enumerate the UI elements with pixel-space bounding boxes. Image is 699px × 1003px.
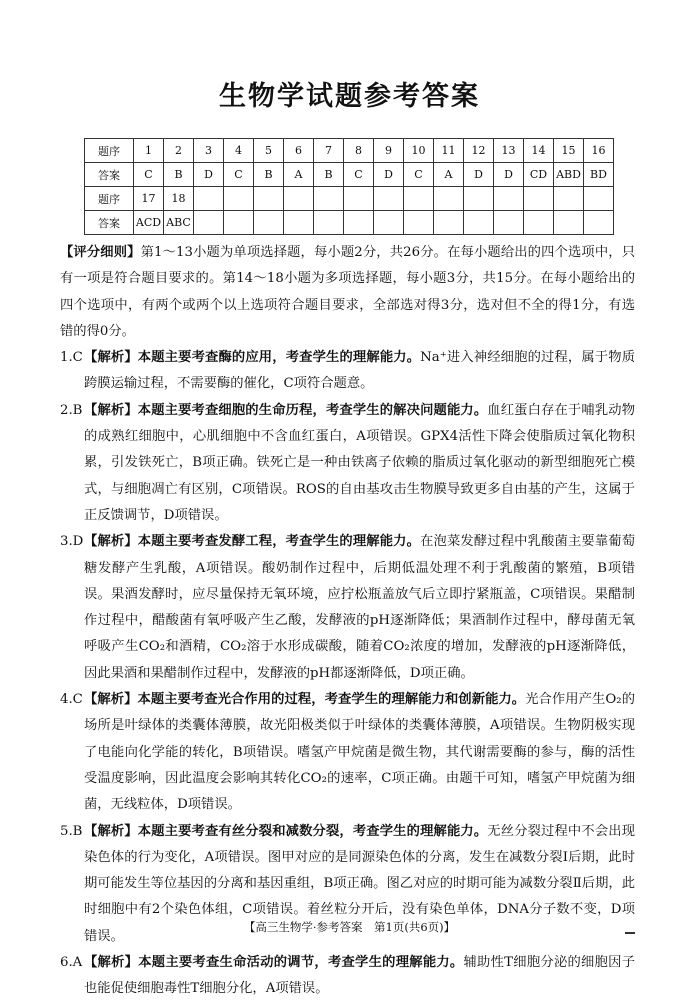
answer-item-text: 血红蛋白存在于哺乳动物的成熟红细胞中，心肌细胞中不含血红蛋白，A项错误。GPX4活性下降会使脂质过氧化物积累，引发铁死亡，B项正确。铁死亡是一种由铁离子依赖的脂质过氧化驱动的新型细胞死亡模式，与细胞凋亡有区别，C项错误。ROS的自由基攻击生物膜导致更多自由基的产生，这属于正反馈调节，D项错误。	[84, 402, 636, 523]
answer-table-cell: A	[434, 163, 464, 187]
answer-table-cell	[434, 211, 464, 235]
answer-table-cell	[344, 211, 374, 235]
answer-item-label: 【解析】本题主要考查光合作用的过程，考查学生的理解能力和创新能力。	[84, 692, 526, 708]
answer-table-cell	[554, 187, 584, 211]
answer-table-row-label: 题序	[85, 139, 134, 163]
answer-table-cell: 3	[194, 139, 224, 163]
answer-item-text: 无丝分裂过程中不会出现染色体的行为变化，A项错误。图甲对应的是同源染色体的分离，发生在减数分裂Ⅰ后期，此时期可能发生等位基因的分离和基因重组，B项正确。图乙对应的时期可能为减数分裂Ⅱ后期，此时细胞中有2个染色体组，C项错误。着丝粒分开后，没有染色单体，DNA分子数不变，D项错误。	[84, 823, 636, 944]
answer-item	[60, 529, 635, 687]
answer-table-cell	[254, 187, 284, 211]
page-footer: 【高三生物学·参考答案 第1页(共6页)】	[243, 920, 456, 934]
answer-table-cell	[314, 187, 344, 211]
answer-table-cell: 16	[584, 139, 614, 163]
answer-item-body	[84, 950, 635, 1003]
answer-table-cell	[224, 187, 254, 211]
answer-item	[60, 687, 635, 818]
answer-table-cell	[374, 187, 404, 211]
answer-table-cell: C	[344, 163, 374, 187]
answer-table-cell: A	[284, 163, 314, 187]
answer-table-cell: 5	[254, 139, 284, 163]
answer-table-cell: 2	[164, 139, 194, 163]
answer-table-cell: C	[224, 163, 254, 187]
answer-item-number: 4.C	[60, 692, 83, 708]
answer-table-cell: 8	[344, 139, 374, 163]
answer-table-cell: 18	[164, 187, 194, 211]
answer-item-text: 在泡菜发酵过程中乳酸菌主要靠葡萄糖发酵产生乳酸，A项错误。酸奶制作过程中，后期低温处理不利于乳酸菌的繁殖，B项错误。果酒发酵时，应尽量保持无氧环境，应拧松瓶盖放气后立即拧紧瓶盖，C项错误。果醋制作过程中，醋酸菌有氧呼吸产生乙酸，发酵液的pH逐渐降低；果酒制作过程中，酵母菌无氧呼吸产生CO₂和酒精，CO₂溶于水形成碳酸，随着CO₂浓度的增加，发酵液的pH逐渐降低，因此果酒和果醋制作过程中，发酵液的pH都逐渐降低，D项正确。	[84, 534, 636, 681]
answer-item-label: 【解析】本题主要考查发酵工程，考查学生的理解能力。	[84, 534, 421, 550]
answer-table-cell: 12	[464, 139, 494, 163]
answer-table-cell	[404, 211, 434, 235]
answer-item-number: 6.A	[60, 955, 83, 971]
answer-table-cell: ABC	[164, 211, 194, 235]
answer-table-cell: CD	[524, 163, 554, 187]
answer-item-text: 辅助性T细胞分泌的细胞因子也能促使细胞毒性T细胞分化，A项错误。	[84, 955, 636, 997]
answer-item-body	[84, 687, 635, 818]
answer-table-cell	[494, 187, 524, 211]
answer-table-cell: 11	[434, 139, 464, 163]
answer-table-cell: 14	[524, 139, 554, 163]
answer-table-cell: ABD	[554, 163, 584, 187]
answer-table-cell: 9	[374, 139, 404, 163]
answer-item-number: 2.B	[60, 402, 83, 418]
answer-item	[60, 950, 635, 1003]
answer-table-cell	[314, 211, 344, 235]
answer-table-cell: B	[314, 163, 344, 187]
answer-table-cell	[524, 187, 554, 211]
answer-table-cell: B	[254, 163, 284, 187]
answer-table-cell: BD	[584, 163, 614, 187]
answer-table-row-label: 答案	[85, 211, 134, 235]
answer-table-cell	[584, 187, 614, 211]
answer-item-label: 【解析】本题主要考查细胞的生命历程，考查学生的解决问题能力。	[84, 402, 488, 418]
answer-table-cell	[554, 211, 584, 235]
answer-table	[84, 138, 614, 235]
answer-item-number: 5.B	[60, 823, 83, 839]
answer-table-row	[85, 139, 614, 163]
answer-table-cell	[344, 187, 374, 211]
answer-table-cell: 7	[314, 139, 344, 163]
answer-table-cell	[374, 211, 404, 235]
answer-table-cell: D	[464, 163, 494, 187]
answer-table-cell: D	[194, 163, 224, 187]
answer-table-cell	[494, 211, 524, 235]
answer-table-cell: 1	[134, 139, 164, 163]
answer-table-cell: C	[404, 163, 434, 187]
answer-table-cell	[194, 211, 224, 235]
answer-item-label: 【解析】本题主要考查酶的应用，考查学生的理解能力。	[84, 350, 421, 366]
answer-table-cell: 17	[134, 187, 164, 211]
answer-table-cell	[524, 211, 554, 235]
answer-table-cell	[464, 211, 494, 235]
answer-item-text: Na⁺进入神经细胞的过程，属于物质跨膜运输过程，不需要酶的催化，C项符合题意。	[84, 350, 636, 392]
answer-item	[60, 398, 635, 529]
answer-item-text: 光合作用产生O₂的场所是叶绿体的类囊体薄膜，故光阳极类似于叶绿体的类囊体薄膜，A项错误。生物阴极实现了电能向化学能的转化，B项错误。嗜氢产甲烷菌是微生物，其代谢需要酶的参与，酶的活性受温度影响，因此温度会影响其转化CO₂的速率，C项正确。由题干可知，嗜氢产甲烷菌为细菌，无线粒体，D项错误。	[84, 692, 636, 813]
answer-table-cell	[254, 211, 284, 235]
answer-table-cell: ACD	[134, 211, 164, 235]
grading-rules	[60, 240, 635, 345]
answer-table-cell: 4	[224, 139, 254, 163]
answer-table-cell	[284, 211, 314, 235]
answer-item	[60, 345, 635, 398]
answer-table-cell: 13	[494, 139, 524, 163]
answer-table-cell	[434, 187, 464, 211]
answer-item-number: 1.C	[60, 350, 83, 366]
answer-table-cell	[404, 187, 434, 211]
answer-table-cell: C	[134, 163, 164, 187]
answer-table-cell: D	[374, 163, 404, 187]
answer-explanations	[60, 240, 635, 1003]
answer-table-row	[85, 187, 614, 211]
answer-table-cell	[224, 211, 254, 235]
answer-item-body	[84, 529, 635, 687]
answer-item-label: 【解析】本题主要考查有丝分裂和减数分裂，考查学生的理解能力。	[84, 823, 488, 839]
answer-table-cell: 6	[284, 139, 314, 163]
answer-table-row	[85, 211, 614, 235]
answer-table-row	[85, 163, 614, 187]
answer-table-row-label: 题序	[85, 187, 134, 211]
answer-item-body	[84, 398, 635, 529]
answer-item-body	[84, 345, 635, 398]
answer-table-cell	[584, 211, 614, 235]
answer-table-cell: B	[164, 163, 194, 187]
answer-table-row-label: 答案	[85, 163, 134, 187]
answer-table-cell: 10	[404, 139, 434, 163]
answer-table-cell	[284, 187, 314, 211]
answer-item-label: 【解析】本题主要考查生命活动的调节，考查学生的理解能力。	[84, 955, 464, 971]
grading-text: 第1～13小题为单项选择题，每小题2分，共26分。在每小题给出的四个选项中，只有一项是符合题目要求的。第14～18小题为多项选择题，每小题3分，共15分。在每小题给出的四个选项中，有两个或两个以上选项符合题目要求，全部选对得3分，选对但不全的得1分，有选错的得0分。	[60, 245, 635, 339]
page-title: 生物学试题参考答案	[219, 81, 480, 112]
answer-table-cell: 15	[554, 139, 584, 163]
answer-table-cell	[464, 187, 494, 211]
answer-table-cell	[194, 187, 224, 211]
answer-table-cell: D	[494, 163, 524, 187]
answer-item-number: 3.D	[60, 534, 84, 550]
grading-label: 【评分细则】	[60, 245, 141, 260]
corner-mark	[625, 932, 635, 934]
